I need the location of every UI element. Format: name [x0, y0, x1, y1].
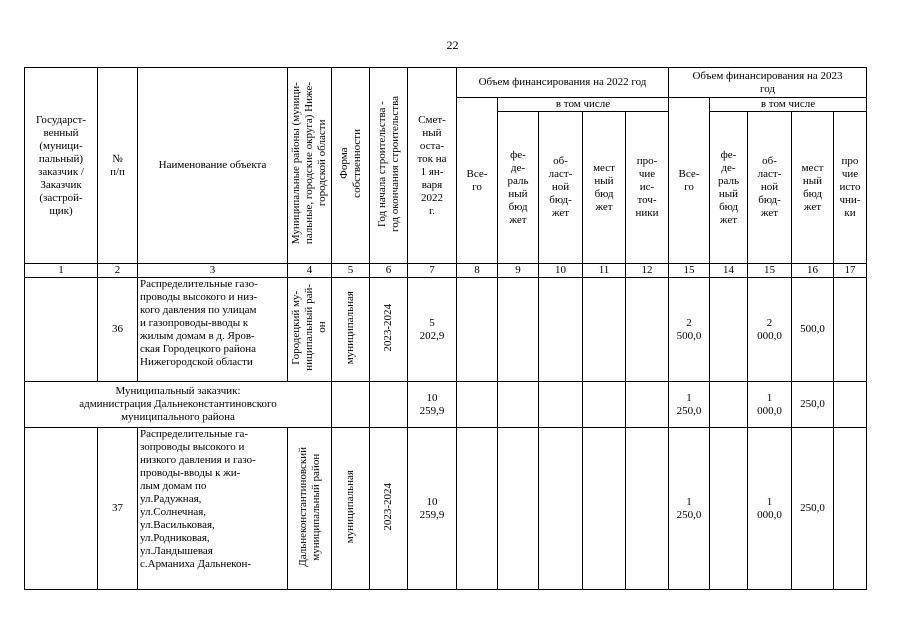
column-number: 11	[583, 264, 626, 278]
total-2023: 2 500,0	[669, 278, 710, 382]
column-number: 5	[332, 264, 370, 278]
column-number: 4	[288, 264, 332, 278]
object-name: Распределительные газо- проводы высокого и низ- кого давления по улицам и газопроводы-вводы к жилым домам в д. Яров- ская Городецкого района Нижегородской области	[138, 278, 288, 382]
header-object-name: Наименование объекта	[138, 68, 288, 264]
total-2023: 1 250,0	[669, 382, 710, 428]
column-number: 9	[498, 264, 539, 278]
header-estimated-balance: Смет- ный оста- ток на 1 ян- варя 2022 г.	[408, 68, 457, 264]
local-2023: 500,0	[792, 278, 834, 382]
header-incl-2023: в том числе	[710, 98, 867, 112]
page-number: 22	[446, 38, 459, 52]
years: 2023-2024	[382, 303, 394, 352]
column-number: 10	[539, 264, 583, 278]
header-ownership: Форма собственности	[337, 129, 363, 198]
estimated-balance: 10 259,9	[408, 428, 457, 590]
ownership: муниципальная	[344, 290, 356, 365]
district: Городецкий му- ниципальный рай- он	[290, 284, 328, 371]
column-number: 15	[669, 264, 710, 278]
header-other-2022: про- чие ис- точ- ники	[626, 112, 669, 264]
header-local-2022: мест ный бюд жет	[583, 112, 626, 264]
header-customer: Государст- венный (муници- пальный) заказчик / Заказчик (застрой- щик)	[25, 68, 98, 264]
total-2023: 1 250,0	[669, 428, 710, 590]
column-number: 2	[98, 264, 138, 278]
header-total-2023: Все- го	[669, 98, 710, 264]
regional-2023: 1 000,0	[748, 428, 792, 590]
column-number: 16	[792, 264, 834, 278]
municipal-customer: Муниципальный заказчик: администрация Дальнеконстантиновского муниципального района	[25, 382, 332, 428]
table-row	[25, 382, 867, 428]
row-number: 36	[98, 278, 138, 382]
header-num: № п/п	[98, 68, 138, 264]
table-row	[25, 278, 867, 382]
regional-2023: 1 000,0	[748, 382, 792, 428]
local-2023: 250,0	[792, 382, 834, 428]
column-number: 3	[138, 264, 288, 278]
header-local-2023: мест ный бюд жет	[792, 112, 834, 264]
ownership: муниципальная	[344, 469, 356, 544]
object-name: Распределительные га- зопроводы высокого и низкого давления и газо- проводы-вводы к жи- лым домам по ул.Радужная, ул.Солнечная, ул.Васильковая, ул.Родниковая, ул.Ландышевая с.Арманиха Дальнекон-	[138, 428, 288, 590]
column-number: 14	[710, 264, 748, 278]
row-number: 37	[98, 428, 138, 590]
column-number: 12	[626, 264, 669, 278]
header-federal-2023: фе- де- раль ный бюд жет	[710, 112, 748, 264]
estimated-balance: 10 259,9	[408, 382, 457, 428]
column-number: 8	[457, 264, 498, 278]
estimated-balance: 5 202,9	[408, 278, 457, 382]
header-fin-2022: Объем финансирования на 2022 год	[457, 68, 669, 98]
header-incl-2022: в том числе	[498, 98, 669, 112]
column-number: 6	[370, 264, 408, 278]
district: Дальнеконстантиновский муниципальный район	[296, 446, 322, 567]
header-regional-2022: об- ласт- ной бюд- жет	[539, 112, 583, 264]
column-number: 17	[834, 264, 867, 278]
header-regional-2023: об- ласт- ной бюд- жет	[748, 112, 792, 264]
years: 2023-2024	[382, 482, 394, 531]
column-number: 1	[25, 264, 98, 278]
header-other-2023: про чие исто чни- ки	[834, 112, 867, 264]
financing-table	[24, 67, 867, 590]
header-fin-2023: Объем финансирования на 2023 год	[669, 68, 867, 98]
regional-2023: 2 000,0	[748, 278, 792, 382]
column-number: 15	[748, 264, 792, 278]
column-number: 7	[408, 264, 457, 278]
header-total-2022: Все- го	[457, 98, 498, 264]
local-2023: 250,0	[792, 428, 834, 590]
header-federal-2022: фе- де- раль ный бюд жет	[498, 112, 539, 264]
header-districts: Муниципальные районы (муници- пальные, городские округа) Ниже- городской области	[290, 82, 328, 245]
header-years: Год начала строительства - год окончания строительства	[375, 95, 401, 232]
table-row	[25, 428, 867, 590]
